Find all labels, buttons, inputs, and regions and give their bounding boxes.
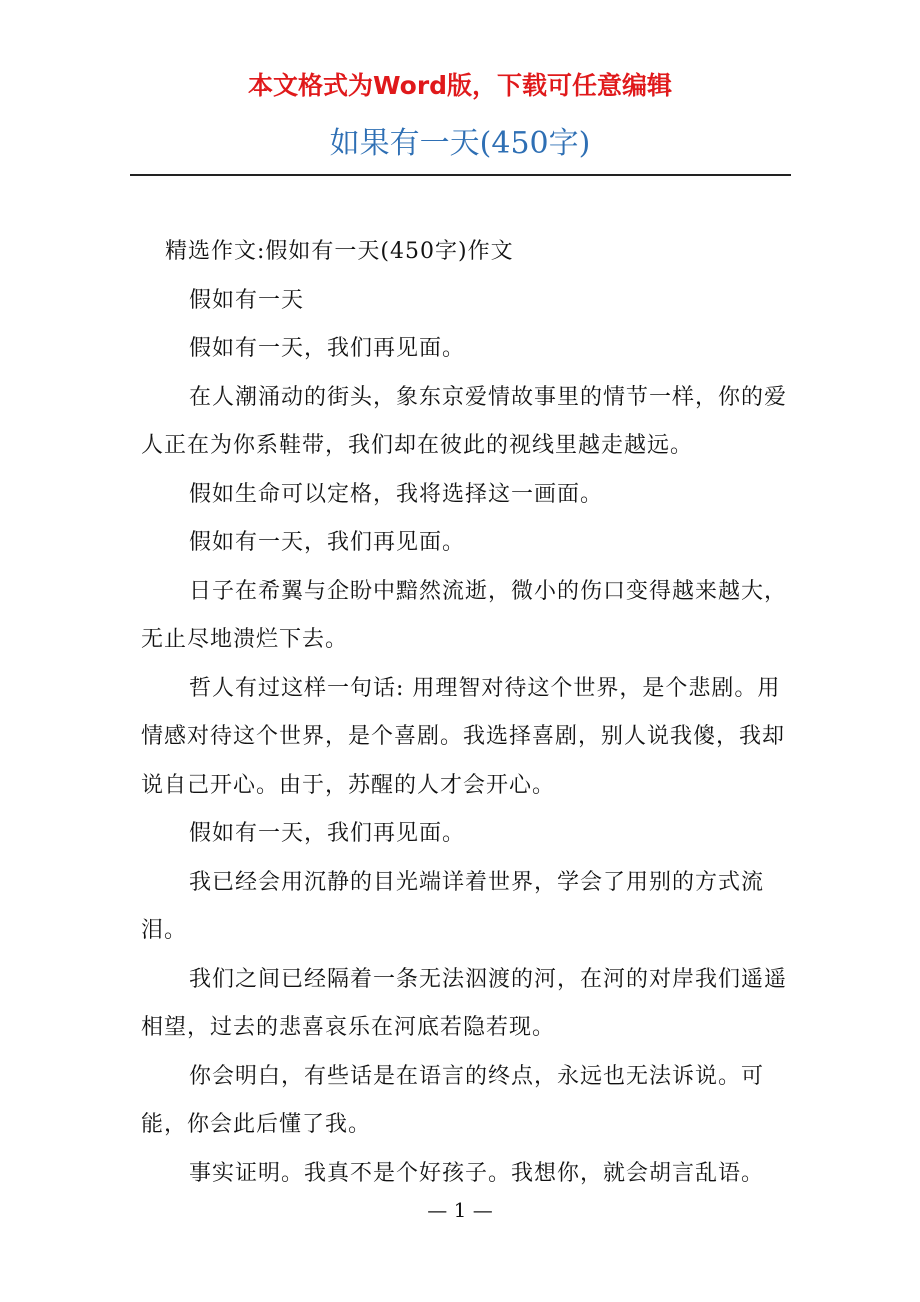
paragraph: 哲人有过这样一句话: 用理智对待这个世界，是个悲剧。用情感对待这个世界，是个喜剧。我选择喜剧，别人说我傻，我却说自己开心。由于，苏醒的人才会开心。 [141,675,786,798]
title-divider [130,174,791,176]
paragraph: 日子在希翼与企盼中黯然流逝，微小的伤口变得越来越大，无止尽地溃烂下去。 [141,578,788,652]
paragraph-intro: 精选作文:假如有一天(450字)作文 [165,239,514,264]
paragraph: 我已经会用沉静的目光端详着世界，学会了用别的方式流泪。 [141,869,765,943]
paragraph: 我们之间已经隔着一条无法泅渡的河，在河的对岸我们遥遥相望，过去的悲喜哀乐在河底若隐若现。 [141,966,788,1040]
paragraph: 假如有一天，我们再见面。 [189,336,466,361]
paragraph: 假如生命可以定格，我将选择这一画面。 [189,481,604,507]
paragraph: 假如有一天 [189,287,305,313]
paragraph: 你会明白，有些话是在语言的终点，永远也无法诉说。可能，你会此后懂了我。 [141,1063,765,1137]
format-notice: 本文格式为Word版，下载可任意编辑 [247,71,673,100]
paragraph: 在人潮涌动的街头，象东京爱情故事里的情节一样，你的爱人正在为你系鞋带，我们却在彼此的视线里越走越远。 [141,384,788,458]
document-title: 如果有一天(450字) [329,126,591,161]
document-body [141,228,801,1198]
paragraph: 事实证明。我真不是个好孩子。我想你，就会胡言乱语。 [189,1160,765,1186]
paragraph: 假如有一天，我们再见面。 [189,530,466,555]
page-number: — 1 — [427,1198,493,1222]
paragraph: 假如有一天，我们再见面。 [189,821,466,846]
